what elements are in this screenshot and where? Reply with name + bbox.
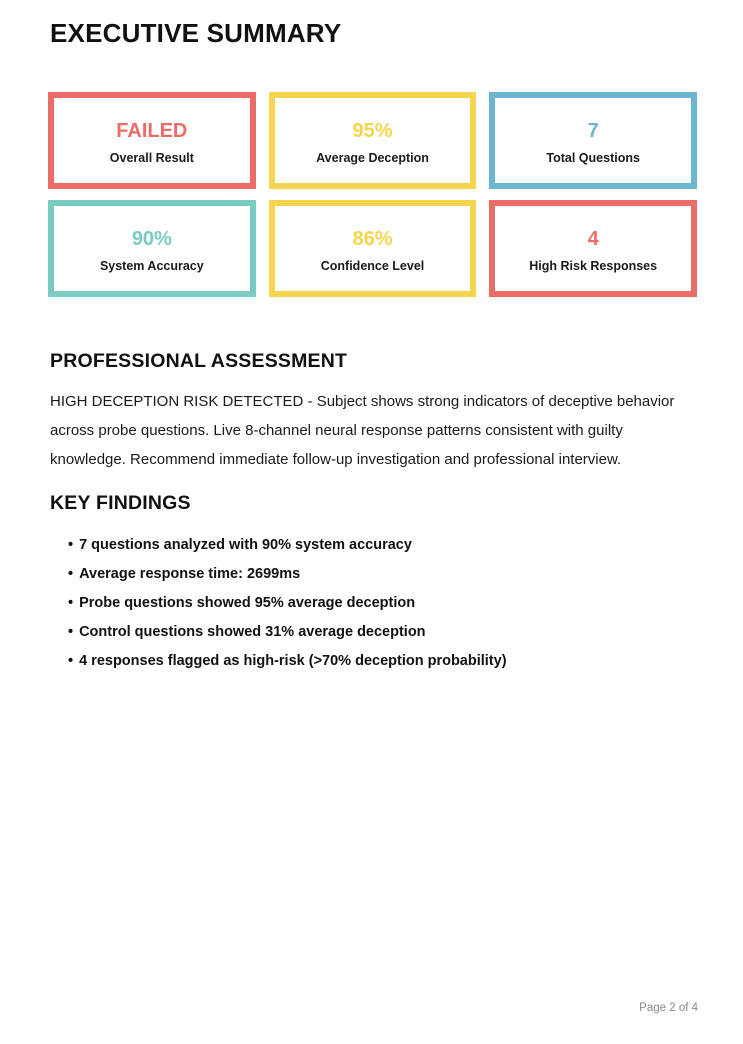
finding-text: Average response time: 2699ms <box>79 566 301 582</box>
metric-value: 4 <box>587 228 599 251</box>
finding-text: Control questions showed 31% average deception <box>79 624 426 640</box>
finding-text: 7 questions analyzed with 90% system accuracy <box>79 537 412 553</box>
finding-text: Probe questions showed 95% average deception <box>79 595 416 611</box>
page-number: Page 2 of 4 <box>639 1002 698 1014</box>
metric-card-total-questions <box>489 92 697 189</box>
metric-card-system-accuracy <box>48 200 256 297</box>
metric-label: Average Deception <box>316 151 429 166</box>
metric-card-overall-result <box>48 92 256 189</box>
assessment-body-text: HIGH DECEPTION RISK DETECTED - Subject shows strong indicators of deceptive behavior across probe questions. Live 8-channel neural response patterns consistent with guilty knowledge. Recommend immediate follow-up investigation and professional interview. <box>50 393 675 468</box>
finding-item <box>68 565 697 583</box>
finding-text: 4 responses flagged as high-risk (>70% deception probability) <box>79 653 507 669</box>
assessment-heading: PROFESSIONAL ASSESSMENT <box>50 350 348 372</box>
metric-label: Overall Result <box>109 151 194 166</box>
finding-item <box>68 652 697 670</box>
finding-item <box>68 536 697 554</box>
metrics-grid <box>48 92 697 297</box>
bullet-icon: • <box>68 537 74 553</box>
metric-card-average-deception <box>269 92 477 189</box>
metric-label: Confidence Level <box>320 259 425 274</box>
page-title: EXECUTIVE SUMMARY <box>50 18 342 48</box>
metric-value: 86% <box>352 228 393 251</box>
metric-value: 7 <box>587 120 599 143</box>
bullet-icon: • <box>68 624 74 640</box>
finding-item <box>68 594 697 612</box>
bullet-icon: • <box>68 566 74 582</box>
metric-value: FAILED <box>116 120 188 143</box>
metrics-row-1 <box>48 92 697 189</box>
metrics-row-2 <box>48 200 697 297</box>
metric-card-high-risk-responses <box>489 200 697 297</box>
metric-label: High Risk Responses <box>529 259 658 274</box>
metric-label: System Accuracy <box>99 259 204 274</box>
bullet-icon: • <box>68 653 74 669</box>
findings-list <box>50 536 697 670</box>
bullet-icon: • <box>68 595 74 611</box>
finding-item <box>68 623 697 641</box>
metric-value: 90% <box>131 228 172 251</box>
metric-label: Total Questions <box>546 151 640 166</box>
findings-heading: KEY FINDINGS <box>50 492 191 514</box>
metric-card-confidence-level <box>269 200 477 297</box>
metric-value: 95% <box>352 120 393 143</box>
